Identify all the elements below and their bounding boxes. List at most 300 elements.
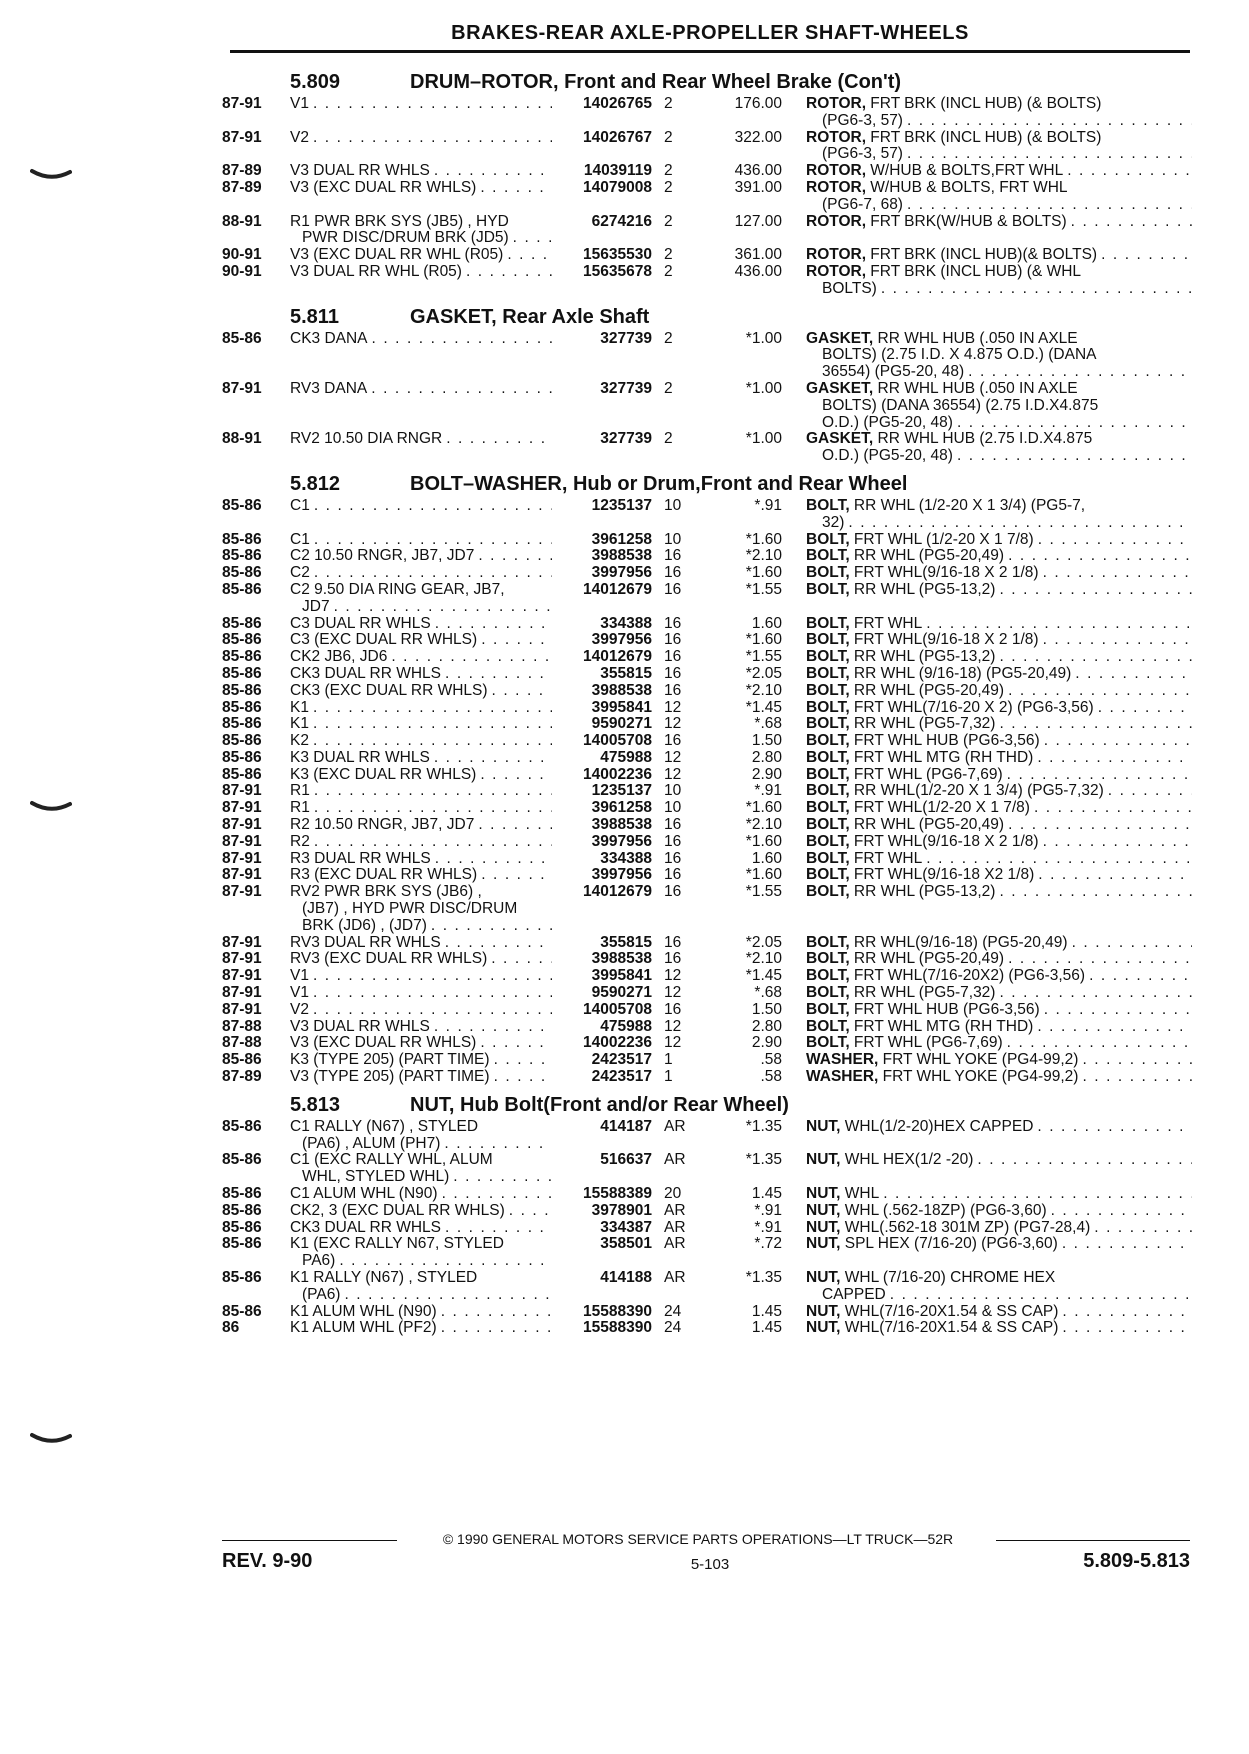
description-text bbox=[806, 700, 1094, 717]
dot-leader bbox=[1030, 800, 1192, 817]
description-detail: WHL (.562-18ZP) (PG6-3,60) bbox=[840, 1202, 1047, 1219]
price: *.68 bbox=[754, 715, 782, 733]
description-detail: RR WHL (PG5-13,2) bbox=[849, 884, 996, 901]
dot-leader bbox=[1092, 431, 1192, 448]
model-description bbox=[290, 733, 552, 750]
part-description bbox=[782, 666, 1192, 683]
model-description bbox=[290, 683, 552, 700]
model-text: RV2 PWR BRK SYS (JB6) , bbox=[290, 884, 482, 901]
description-detail: FRT WHL MTG (RH THD) bbox=[849, 1018, 1034, 1035]
part-description bbox=[782, 1152, 1192, 1169]
model-text: WHL, STYLED WHL) bbox=[302, 1169, 450, 1186]
model-line bbox=[290, 1069, 552, 1086]
model-line bbox=[290, 935, 552, 952]
quantity: 16 bbox=[664, 564, 682, 582]
description-detail: FRT WHL bbox=[849, 850, 923, 867]
year-range: 87-91 bbox=[222, 950, 262, 968]
table-row bbox=[222, 800, 1192, 817]
description-line bbox=[806, 649, 1192, 666]
model-line bbox=[290, 381, 552, 398]
part-number: 516637 bbox=[600, 1151, 652, 1169]
page-header-title: BRAKES-REAR AXLE-PROPELLER SHAFT-WHEELS bbox=[451, 22, 969, 44]
part-number: 334388 bbox=[600, 614, 652, 632]
description-line bbox=[806, 1236, 1192, 1253]
model-line bbox=[290, 968, 552, 985]
model-line bbox=[290, 666, 552, 683]
year-range: 87-91 bbox=[222, 95, 262, 112]
table-row bbox=[222, 1220, 1192, 1237]
model-line bbox=[290, 96, 552, 113]
dot-leader bbox=[493, 1152, 552, 1169]
dot-leader bbox=[1039, 632, 1192, 649]
model-description bbox=[290, 884, 552, 934]
year-range: 87-91 bbox=[222, 933, 262, 951]
description-detail: RR WHL (PG5-7,32) bbox=[849, 985, 996, 1002]
price: *1.55 bbox=[745, 580, 782, 598]
dot-leader bbox=[844, 515, 1192, 532]
part-name: BOLT, bbox=[806, 699, 850, 716]
dot-leader bbox=[953, 415, 1192, 432]
model-text: BRK (JD6) , (JD7) bbox=[302, 917, 427, 934]
description-line bbox=[806, 985, 1192, 1002]
table-row bbox=[222, 96, 1192, 130]
year-range: 85-86 bbox=[222, 1117, 262, 1135]
section-title: NUT, Hub Bolt(Front and/or Rear Wheel) bbox=[410, 1093, 789, 1116]
part-number: 3997956 bbox=[591, 564, 652, 582]
model-text: R2 10.50 RNGR, JB7, JD7 bbox=[290, 817, 475, 834]
table-row bbox=[222, 683, 1192, 700]
model-line bbox=[290, 1119, 552, 1136]
quantity: 24 bbox=[664, 1302, 682, 1320]
part-number: 3995841 bbox=[591, 698, 652, 716]
model-text: V3 DUAL RR WHL (R05) bbox=[290, 263, 462, 280]
table-row bbox=[222, 1035, 1192, 1052]
table-row bbox=[222, 817, 1192, 834]
description-detail: RR WHL (PG5-20,49) bbox=[849, 682, 1005, 699]
price: *1.60 bbox=[745, 866, 782, 884]
description-text bbox=[806, 733, 1040, 750]
part-description bbox=[782, 683, 1192, 700]
table-row bbox=[222, 1320, 1192, 1337]
model-description bbox=[290, 1236, 552, 1270]
dot-leader bbox=[488, 683, 552, 700]
description-text bbox=[806, 532, 1034, 549]
part-description bbox=[782, 951, 1192, 968]
dot-leader bbox=[1078, 381, 1192, 398]
description-detail: FRT WHL YOKE (PG4-99,2) bbox=[878, 1069, 1079, 1086]
part-number: 327739 bbox=[600, 329, 652, 347]
model-line bbox=[290, 599, 552, 616]
quantity: 16 bbox=[664, 631, 682, 649]
description-text bbox=[822, 415, 953, 432]
part-number: 355815 bbox=[600, 933, 652, 951]
model-line bbox=[290, 532, 552, 549]
description-detail: RR WHL (9/16-18) (PG5-20,49) bbox=[849, 665, 1072, 682]
dot-leader bbox=[1101, 96, 1192, 113]
description-text bbox=[806, 649, 995, 666]
dot-leader bbox=[476, 1035, 552, 1052]
description-line bbox=[806, 817, 1192, 834]
model-text: C1 bbox=[290, 497, 310, 514]
dot-leader bbox=[482, 884, 552, 901]
description-text bbox=[806, 1052, 1078, 1069]
part-description bbox=[782, 331, 1192, 381]
model-description bbox=[290, 565, 552, 582]
model-line bbox=[290, 498, 552, 515]
year-range: 85-86 bbox=[222, 765, 262, 783]
model-description bbox=[290, 247, 552, 264]
price: *.91 bbox=[754, 782, 782, 800]
description-line bbox=[806, 1152, 1192, 1169]
year-range: 85-86 bbox=[222, 1051, 262, 1069]
year-range: 87-91 bbox=[222, 967, 262, 985]
table-row bbox=[222, 431, 1192, 465]
part-name: BOLT, bbox=[806, 783, 850, 800]
part-number: 3988538 bbox=[591, 547, 652, 565]
dot-leader bbox=[430, 163, 552, 180]
description-line bbox=[806, 1287, 1192, 1304]
part-description bbox=[782, 1186, 1192, 1203]
part-description bbox=[782, 1304, 1192, 1321]
part-number: 14079008 bbox=[583, 178, 652, 196]
quantity: 16 bbox=[664, 1000, 682, 1018]
model-description bbox=[290, 985, 552, 1002]
dot-leader bbox=[1058, 1320, 1192, 1337]
dot-leader bbox=[922, 616, 1192, 633]
description-line bbox=[806, 1035, 1192, 1052]
quantity: 12 bbox=[664, 984, 682, 1002]
description-text bbox=[806, 1320, 1058, 1337]
model-line bbox=[290, 1136, 552, 1153]
price: 1.50 bbox=[751, 1000, 782, 1018]
model-description bbox=[290, 968, 552, 985]
part-number: 3978901 bbox=[591, 1201, 652, 1219]
model-text: K1 ALUM WHL (PF2) bbox=[290, 1320, 437, 1337]
price: *2.10 bbox=[745, 681, 782, 699]
quantity: 2 bbox=[664, 379, 673, 397]
year-range: 85-86 bbox=[222, 631, 262, 649]
model-text: RV3 (EXC DUAL RR WHLS) bbox=[290, 951, 488, 968]
dot-leader bbox=[1039, 565, 1192, 582]
table-row bbox=[222, 783, 1192, 800]
description-detail: CAPPED bbox=[822, 1286, 886, 1303]
part-description bbox=[782, 1069, 1192, 1086]
part-number: 3997956 bbox=[591, 631, 652, 649]
dot-leader bbox=[309, 733, 552, 750]
description-line bbox=[806, 515, 1192, 532]
quantity: 2 bbox=[664, 262, 673, 280]
year-range: 87-91 bbox=[222, 379, 262, 397]
description-detail: FRT BRK (INCL HUB) (& WHL bbox=[866, 263, 1082, 280]
description-line bbox=[806, 264, 1192, 281]
dot-leader bbox=[973, 1152, 1192, 1169]
part-description bbox=[782, 1002, 1192, 1019]
part-name: ROTOR, bbox=[806, 96, 866, 112]
part-number: 14039119 bbox=[583, 162, 652, 180]
description-line bbox=[806, 1320, 1192, 1337]
table-row bbox=[222, 867, 1192, 884]
quantity: 2 bbox=[664, 212, 673, 230]
part-number: 15588390 bbox=[583, 1319, 652, 1337]
table-row bbox=[222, 180, 1192, 214]
price: *.68 bbox=[754, 984, 782, 1002]
quantity: AR bbox=[664, 1218, 686, 1236]
part-name: BOLT, bbox=[806, 1001, 850, 1018]
year-range: 85-86 bbox=[222, 748, 262, 766]
description-text bbox=[806, 565, 1039, 582]
price: .58 bbox=[760, 1068, 782, 1086]
part-description bbox=[782, 431, 1192, 465]
description-text bbox=[822, 347, 1097, 364]
dot-leader bbox=[1034, 532, 1192, 549]
dot-leader bbox=[474, 548, 552, 565]
dot-leader bbox=[1067, 214, 1192, 231]
price: 2.90 bbox=[751, 1034, 782, 1052]
dot-leader bbox=[1040, 1002, 1192, 1019]
model-text: CK2 JB6, JD6 bbox=[290, 649, 388, 666]
model-description bbox=[290, 1002, 552, 1019]
model-line bbox=[290, 180, 552, 197]
description-text bbox=[806, 1019, 1033, 1036]
description-text bbox=[806, 1002, 1040, 1019]
model-text: V3 DUAL RR WHLS bbox=[290, 163, 430, 180]
part-number: 14012679 bbox=[583, 883, 652, 901]
price: 361.00 bbox=[734, 246, 782, 264]
model-text: (PA6) , ALUM (PH7) bbox=[302, 1135, 441, 1152]
quantity: 16 bbox=[664, 832, 682, 850]
description-detail: FRT BRK (INCL HUB)(& BOLTS) bbox=[866, 247, 1098, 264]
model-line bbox=[290, 1152, 552, 1169]
description-text bbox=[806, 800, 1030, 817]
part-name: NUT, bbox=[806, 1118, 841, 1135]
description-detail: WHL(7/16-20X1.54 & SS CAP) bbox=[840, 1320, 1059, 1337]
dot-leader bbox=[340, 1287, 552, 1304]
part-number: 14026767 bbox=[583, 128, 652, 146]
model-text: R1 bbox=[290, 783, 310, 800]
part-description bbox=[782, 532, 1192, 549]
price: *1.60 bbox=[745, 530, 782, 548]
description-line bbox=[806, 415, 1192, 432]
part-name: ROTOR, bbox=[806, 129, 866, 146]
model-line bbox=[290, 1320, 552, 1337]
description-detail: FRT WHL(9/16-18 X 2 1/8) bbox=[849, 632, 1039, 649]
model-text: C3 DUAL RR WHLS bbox=[290, 615, 431, 632]
year-range: 90-91 bbox=[222, 262, 262, 280]
description-text bbox=[806, 666, 1071, 683]
model-description bbox=[290, 616, 552, 633]
model-description bbox=[290, 532, 552, 549]
dot-leader bbox=[1085, 498, 1192, 515]
description-detail: FRT WHL (PG6-7,69) bbox=[849, 1035, 1003, 1052]
dot-leader bbox=[309, 700, 552, 717]
dot-leader bbox=[310, 783, 552, 800]
description-line bbox=[806, 214, 1192, 231]
part-description bbox=[782, 1220, 1192, 1237]
quantity: 2 bbox=[664, 329, 673, 347]
section-heading bbox=[222, 465, 1192, 498]
price: 1.45 bbox=[751, 1319, 782, 1337]
dot-leader bbox=[430, 1019, 552, 1036]
description-text bbox=[806, 867, 1034, 884]
quantity: 2 bbox=[664, 128, 673, 146]
part-description bbox=[782, 1270, 1192, 1304]
description-detail: BOLTS) (2.75 I.D. X 4.875 O.D.) (DANA bbox=[822, 347, 1097, 364]
description-text bbox=[806, 264, 1081, 281]
description-detail: SPL HEX (7/16-20) (PG6-3,60) bbox=[840, 1236, 1058, 1253]
model-line bbox=[290, 716, 552, 733]
model-description bbox=[290, 1119, 552, 1153]
model-line bbox=[290, 800, 552, 817]
year-range: 87-91 bbox=[222, 984, 262, 1002]
dot-leader bbox=[1094, 700, 1192, 717]
section-title: BOLT–WASHER, Hub or Drum,Front and Rear Wheel bbox=[410, 472, 908, 495]
description-detail: FRT WHL HUB (PG6-3,56) bbox=[849, 733, 1040, 750]
description-text bbox=[822, 364, 964, 381]
dot-leader bbox=[310, 800, 552, 817]
description-text bbox=[822, 398, 1098, 415]
table-row bbox=[222, 632, 1192, 649]
dot-leader bbox=[437, 1320, 552, 1337]
table-row bbox=[222, 532, 1192, 549]
part-name: BOLT, bbox=[806, 951, 850, 968]
year-range: 87-88 bbox=[222, 1017, 262, 1035]
part-name: BOLT, bbox=[806, 581, 850, 598]
model-description bbox=[290, 1019, 552, 1036]
quantity: 2 bbox=[664, 430, 673, 448]
model-text: CK3 DUAL RR WHLS bbox=[290, 1219, 442, 1236]
model-description bbox=[290, 431, 552, 448]
description-detail: WHL (7/16-20) CHROME HEX bbox=[840, 1270, 1056, 1286]
section-heading bbox=[222, 63, 1192, 96]
description-text bbox=[806, 331, 1078, 348]
description-line bbox=[806, 565, 1192, 582]
dot-leader bbox=[1033, 750, 1192, 767]
part-description bbox=[782, 800, 1192, 817]
model-text: C1 (EXC RALLY WHL, ALUM bbox=[290, 1152, 493, 1169]
model-description bbox=[290, 951, 552, 968]
description-detail: FRT WHL HUB (PG6-3,56) bbox=[849, 1001, 1040, 1018]
model-line bbox=[290, 867, 552, 884]
model-line bbox=[290, 1236, 552, 1253]
part-name: BOLT, bbox=[806, 1035, 850, 1052]
dot-leader bbox=[505, 1203, 552, 1220]
description-line bbox=[806, 96, 1192, 113]
model-line bbox=[290, 616, 552, 633]
quantity: AR bbox=[664, 1151, 686, 1169]
part-description bbox=[782, 834, 1192, 851]
dot-leader bbox=[309, 96, 552, 113]
part-number: 3988538 bbox=[591, 681, 652, 699]
quantity: 16 bbox=[664, 681, 682, 699]
part-number: 6274216 bbox=[591, 212, 652, 230]
model-text: V2 bbox=[290, 129, 309, 146]
part-name: NUT, bbox=[806, 1303, 841, 1320]
price: 1.60 bbox=[751, 614, 782, 632]
description-text bbox=[806, 750, 1033, 767]
part-description bbox=[782, 716, 1192, 733]
description-detail: FRT WHL(9/16-18 X 2 1/8) bbox=[849, 833, 1039, 850]
table-row bbox=[222, 1052, 1192, 1069]
part-description bbox=[782, 214, 1192, 231]
part-name: BOLT, bbox=[806, 565, 850, 582]
model-text: C2 bbox=[290, 565, 310, 582]
table-row bbox=[222, 1069, 1192, 1086]
description-text bbox=[806, 163, 1063, 180]
part-name: BOLT, bbox=[806, 985, 850, 1002]
price: 436.00 bbox=[734, 162, 782, 180]
model-description bbox=[290, 381, 552, 398]
part-description bbox=[782, 548, 1192, 565]
part-name: NUT, bbox=[806, 1236, 841, 1253]
model-line bbox=[290, 750, 552, 767]
part-name: BOLT, bbox=[806, 531, 850, 548]
description-detail: FRT WHL(1/2-20 X 1 7/8) bbox=[849, 800, 1030, 817]
dot-leader bbox=[487, 951, 552, 968]
model-description bbox=[290, 1052, 552, 1069]
part-description bbox=[782, 985, 1192, 1002]
dot-leader bbox=[1078, 1069, 1192, 1086]
part-number: 3988538 bbox=[591, 816, 652, 834]
price: 1.45 bbox=[751, 1185, 782, 1203]
dot-leader bbox=[995, 582, 1192, 599]
part-number: 334387 bbox=[600, 1218, 652, 1236]
quantity: 16 bbox=[664, 580, 682, 598]
year-range: 87-91 bbox=[222, 883, 262, 901]
binder-hole-mark bbox=[30, 168, 72, 182]
description-detail: FRT WHL (PG6-7,69) bbox=[849, 766, 1003, 783]
dot-leader bbox=[310, 532, 552, 549]
model-text: V3 (EXC DUAL RR WHLS) bbox=[290, 179, 477, 196]
part-number: 3995841 bbox=[591, 967, 652, 985]
year-range: 85-86 bbox=[222, 1218, 262, 1236]
table-row bbox=[222, 1203, 1192, 1220]
description-text bbox=[806, 214, 1067, 231]
binder-hole-mark bbox=[30, 800, 72, 814]
description-text bbox=[806, 884, 995, 901]
model-text: V1 bbox=[290, 968, 309, 985]
model-line bbox=[290, 1019, 552, 1036]
price: 1.50 bbox=[751, 732, 782, 750]
description-line bbox=[806, 197, 1192, 214]
description-line bbox=[806, 247, 1192, 264]
part-name: BOLT, bbox=[806, 867, 850, 884]
part-name: BOLT, bbox=[806, 968, 850, 985]
part-description bbox=[782, 1203, 1192, 1220]
description-detail: FRT WHL(9/16-18 X 2 1/8) bbox=[849, 565, 1039, 582]
model-description bbox=[290, 331, 552, 348]
part-number: 14002236 bbox=[583, 1034, 652, 1052]
dot-leader bbox=[1055, 1270, 1192, 1287]
quantity: 12 bbox=[664, 765, 682, 783]
description-detail: BOLTS) (DANA 36554) (2.75 I.D.X4.875 bbox=[822, 397, 1099, 414]
model-description bbox=[290, 783, 552, 800]
model-description bbox=[290, 1186, 552, 1203]
description-text bbox=[806, 582, 995, 599]
dot-leader bbox=[1033, 1019, 1192, 1036]
model-text: R2 bbox=[290, 833, 310, 850]
model-description bbox=[290, 767, 552, 784]
part-number: 327739 bbox=[600, 430, 652, 448]
description-line bbox=[806, 146, 1192, 163]
part-name: WASHER, bbox=[806, 1052, 879, 1069]
year-range: 85-86 bbox=[222, 614, 262, 632]
table-row bbox=[222, 733, 1192, 750]
dot-leader bbox=[441, 935, 552, 952]
price: *1.35 bbox=[745, 1269, 782, 1286]
quantity: 2 bbox=[664, 95, 673, 112]
price: *1.00 bbox=[745, 329, 782, 347]
part-number: 3997956 bbox=[591, 866, 652, 884]
